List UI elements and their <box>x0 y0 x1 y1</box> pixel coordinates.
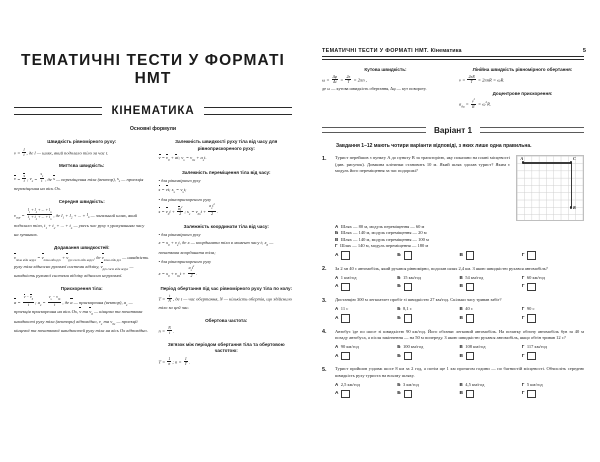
question-body <box>335 297 584 322</box>
checkbox-letter: Г <box>521 284 525 290</box>
formula-equation: v = $\frac{s}{t}$ ; $v_x$ = $\frac{s_x}{t}$ , де s — переміщення тіла (вектор), $s_x$ — проекція переміщення на вісь Ox. <box>14 171 144 191</box>
trajectory-grid-figure <box>516 155 584 221</box>
formula-equation: T = $\frac{t}{N}$ , де t — час обертання, N — кількість обертів, що здійснило тіло за цей час. <box>158 294 292 310</box>
path-segment-vertical <box>571 162 572 207</box>
option-letter: В <box>335 236 339 242</box>
right-formula-column-1 <box>322 65 449 112</box>
formula-title: Доцентрове прискорення: <box>492 90 553 96</box>
answer-checkbox-cell[interactable] <box>335 352 397 361</box>
point-a-label: A <box>520 155 524 161</box>
variant-rule-right <box>480 127 584 133</box>
option-text: 2,5 км/год <box>340 381 360 387</box>
running-header-sub: Кінематика <box>430 48 462 54</box>
checkbox-letter: В <box>459 284 463 290</box>
answer-option[interactable] <box>397 344 459 349</box>
question-item <box>322 266 584 291</box>
formula-title: Лінійна швидкість рівномірного обертання: <box>472 66 573 72</box>
formula-column-1 <box>14 137 150 368</box>
formula-title: Залежність координати тіла від часу: <box>183 223 269 229</box>
checkbox-letter: А <box>335 315 339 321</box>
answer-checkbox-cell[interactable] <box>397 390 459 399</box>
answer-options <box>335 224 584 249</box>
formula-equation: $v_{тіла відн нерух} = v_{тіла відн рух} + v_{рух сист відн нерух}$, де $v_{тіла відн рух}$ — швидкість руху тіла відносно рухомої системи відліку, $v_{рух сист відн нерух}$ — швидкість рухомої системи відліку відносно нерухомої. <box>14 254 149 279</box>
formula-title: Додавання швидкостей: <box>54 244 110 250</box>
answer-checkbox-cell[interactable] <box>335 314 397 323</box>
formula-columns <box>0 137 306 368</box>
option-text: 100 км/год <box>402 343 424 349</box>
option-letter: Г <box>521 274 525 280</box>
formula-title: Миттєва швидкість: <box>59 163 105 168</box>
variant-rule-left <box>322 127 426 133</box>
option-text: 3 км/год <box>402 381 419 387</box>
question-number: 1. <box>322 155 327 162</box>
question-number: 3. <box>322 297 327 304</box>
option-letter: В <box>459 274 463 280</box>
right-formula-columns <box>306 65 600 112</box>
question-body <box>335 366 584 398</box>
option-letter: А <box>335 274 339 280</box>
question-text: За 2 хв 40 с автомобіль, який рухався рівномірно, подолав шлях 2,4 км. З якою швидкістю рухався автомобіль? <box>335 265 548 271</box>
answer-checkbox[interactable] <box>404 314 413 323</box>
option-letter: А <box>335 343 339 349</box>
point-c-marker <box>570 161 572 163</box>
answer-checkbox[interactable] <box>466 390 475 399</box>
option-letter: Б <box>397 306 401 312</box>
question-body <box>335 266 584 291</box>
answer-checkbox[interactable] <box>404 352 413 361</box>
answer-option[interactable] <box>335 224 584 229</box>
answer-checkbox-cell[interactable] <box>335 251 397 260</box>
answer-checkbox-cell[interactable] <box>522 352 584 361</box>
bullet-label: для рівноприскореного руху <box>161 196 212 202</box>
header-rule <box>322 56 584 60</box>
point-b-label: B <box>573 205 576 211</box>
checkbox-letter: А <box>335 253 339 259</box>
formula-bullet: • для рівномірного руху <box>158 232 201 238</box>
variant-banner <box>322 126 584 135</box>
formula-equation: T = $\frac{1}{n}$ ; n = $\frac{1}{T}$ . <box>158 356 191 366</box>
answer-option[interactable] <box>335 230 584 235</box>
answer-checkbox-row <box>335 283 584 292</box>
option-text: 5 км/год <box>526 381 543 387</box>
question-item <box>322 297 584 322</box>
option-text: Шлях — 140 м, модуль переміщення — 180 м <box>340 243 429 249</box>
answer-checkbox-cell[interactable] <box>460 251 522 260</box>
option-letter: Б <box>335 230 339 236</box>
answer-checkbox[interactable] <box>341 352 350 361</box>
checkbox-letter: Б <box>397 253 401 259</box>
answer-checkbox[interactable] <box>466 352 475 361</box>
running-header-main: ТЕМАТИЧНІ ТЕСТИ У ФОРМАТІ НМТ. <box>322 48 429 54</box>
answer-options <box>335 344 584 349</box>
formula-note: де ω — кутова швидкість обертання, Δφ — кут повороту. <box>322 86 427 92</box>
formula-title: Середня швидкість: <box>58 198 105 204</box>
option-text: Шлях — 140 м, модуль переміщення — 100 м <box>340 236 429 242</box>
answer-checkbox-row <box>335 251 584 260</box>
checkbox-letter: Г <box>521 353 525 359</box>
point-c-label: C <box>573 155 576 161</box>
option-letter: Г <box>335 243 338 249</box>
answer-checkbox[interactable] <box>527 314 536 323</box>
formula-equation: a = $\frac{v - v_0}{t}$ ; $a_x$ = $\frac{v_x - v_{0x}}{t}$ , де a — прискорення (вектор), $a_x$ — проекція прискорення на вісь Ox, v та $v_0$ — кінцева та початкова швидкості руху тіла (вектори) відповідно, $v_x$ та $v_{0x}$ — проекції кінцевої та початкової швидкостей руху тіла на вісь Ox відповідно. <box>14 295 148 333</box>
question-text: Турист перейшов з пункту A до пункту B за траєкторією, яку показано на плані місцевості (див. рисунок). Довжина клітинки становить 10 м. Який шлях здолав турист? Яким є модуль його переміщення за час подорожі? <box>335 155 510 174</box>
answer-options <box>335 306 584 311</box>
answer-checkbox-cell[interactable] <box>522 314 584 323</box>
answer-option[interactable] <box>522 344 584 349</box>
formula-title: Прискорення тіла: <box>60 286 103 292</box>
answer-options <box>335 382 584 387</box>
answer-checkbox-cell[interactable] <box>397 251 459 260</box>
option-text: 54 км/год <box>465 274 484 280</box>
formula-equation: v = $\frac{2\pi R}{T}$ = 2πnR = ωR. <box>459 75 505 85</box>
answer-option[interactable] <box>335 382 397 387</box>
section-banner <box>0 105 306 117</box>
bullet-label: для рівноприскореного руху <box>161 258 212 264</box>
banner-rule-right <box>204 107 292 115</box>
checkbox-letter: А <box>335 284 339 290</box>
answer-checkbox-cell[interactable] <box>335 283 397 292</box>
answer-checkbox-cell[interactable] <box>335 390 397 399</box>
question-body <box>335 329 584 361</box>
checkbox-letter: Г <box>521 253 525 259</box>
checkbox-letter: Б <box>397 315 401 321</box>
option-text: 15 км/год <box>402 274 422 280</box>
answer-option[interactable] <box>522 275 584 280</box>
question-body <box>335 155 584 260</box>
formula-equation: $v_{сер}$ = $\frac{l_1 + l_2 + ... + l_n}{t_1 + t_2 + ... + t_n}$ , де $l_1 + l_2$ + ... + $l_n$ — загальний шлях, який подолало тіло, $t_1 + t_2$ + ... + $t_n$ — увесь час руху з урахуванням часу на зупинках. <box>14 207 145 237</box>
answer-option[interactable] <box>335 344 397 349</box>
option-letter: Б <box>397 381 401 387</box>
question-text: Турист пройшов уздовж шосе 8 км за 2 год, а потім ще 1 км протягом години — по багнистій місцевості. Обчисліть середню швидкість руху туриста на всьому шляху. <box>335 366 584 378</box>
answer-checkbox[interactable] <box>404 251 413 260</box>
option-text: 90 км/год <box>340 343 359 349</box>
checkbox-letter: В <box>459 391 463 397</box>
option-text: 8,1 с <box>402 306 412 312</box>
answer-checkbox-cell[interactable] <box>460 352 522 361</box>
option-text: 117 км/год <box>526 343 547 349</box>
option-text: 4,5 км/год <box>465 381 485 387</box>
formula-equation: $a_{дц}$ = $\frac{v^2}{R}$ = $\omega^2R$. <box>459 98 492 109</box>
formula-equation: ω = $\frac{\Delta\varphi}{\Delta t}$ = $\frac{2\pi}{T}$ = 2πn , <box>322 75 367 85</box>
checkbox-letter: Г <box>521 315 525 321</box>
answer-checkbox[interactable] <box>341 390 350 399</box>
answer-option[interactable] <box>397 275 459 280</box>
option-text: 60 км/год <box>526 274 545 280</box>
checkbox-letter: В <box>459 353 463 359</box>
banner-rule-left <box>14 107 102 115</box>
answer-option[interactable] <box>397 382 459 387</box>
option-text: Шлях — 140 м, модуль переміщення — 20 м <box>340 230 427 236</box>
formula-equation: $x = x_0 + v_xt$, де x — координата тіла в момент часу t; $x_0$ — початкова координата тіла; <box>158 240 274 255</box>
option-text: 90 с <box>526 306 535 312</box>
answer-checkbox-cell[interactable] <box>522 251 584 260</box>
answer-option[interactable] <box>460 344 522 349</box>
variant-label: Варіант 1 <box>433 125 473 135</box>
answer-option[interactable] <box>335 237 584 242</box>
option-letter: А <box>335 223 339 229</box>
answer-checkbox[interactable] <box>466 283 475 292</box>
formula-equation: n = $\frac{N}{t}$ . <box>158 326 174 336</box>
option-letter: Б <box>397 274 401 280</box>
formula-bullet: • для рівномірного руху <box>158 178 201 184</box>
question-number: 2. <box>322 266 327 273</box>
answer-checkbox[interactable] <box>341 251 350 260</box>
answer-option[interactable] <box>335 243 584 248</box>
answer-checkbox-row <box>335 314 584 323</box>
formula-title: Швидкість рівномірного руху: <box>47 139 117 144</box>
formula-equation: s = vt; $s_x = v_xt$; <box>158 186 187 194</box>
option-letter: В <box>459 381 463 387</box>
answer-option[interactable] <box>460 275 522 280</box>
answer-checkbox[interactable] <box>527 283 536 292</box>
question-item <box>322 329 584 361</box>
formula-equation: $s = v_0t$ + $\frac{at^2}{2}$ ; $s_x = v_{0x}t$ + $\frac{a_xt^2}{2}$ . <box>158 203 218 217</box>
running-header-title <box>322 48 462 54</box>
answer-option[interactable] <box>522 382 584 387</box>
running-header <box>306 48 600 54</box>
option-letter: Г <box>521 381 525 387</box>
option-text: 1 км/год <box>340 274 357 280</box>
checkbox-letter: В <box>459 253 463 259</box>
answer-checkbox-row <box>335 352 584 361</box>
answer-checkbox-cell[interactable] <box>460 390 522 399</box>
section-label: КІНЕМАТИКА <box>111 105 195 117</box>
option-letter: А <box>335 306 339 312</box>
right-page <box>306 0 600 462</box>
option-letter: Б <box>397 343 401 349</box>
answer-option[interactable] <box>460 382 522 387</box>
question-number: 5. <box>322 366 327 373</box>
formula-title: Залежність швидкості руху тіла від часу для рівноприскореного руху: <box>175 139 278 151</box>
formula-title: Період обертання під час рівномірного руху тіла по колу: <box>160 285 293 291</box>
formula-title: Обертова частота: <box>205 317 248 323</box>
option-text: Шлях — 80 м, модуль переміщення — 60 м <box>340 223 425 229</box>
question-text: Дистанцію 300 м легкоатлет пробіг зі швидкістю 27 км/год. Скільки часу тривав забіг? <box>335 297 502 303</box>
answer-checkbox[interactable] <box>341 314 350 323</box>
answer-options <box>335 275 584 280</box>
answer-checkbox[interactable] <box>527 352 536 361</box>
answer-option[interactable] <box>335 306 397 311</box>
checkbox-letter: А <box>335 391 339 397</box>
answer-checkbox-cell[interactable] <box>460 283 522 292</box>
question-number: 4. <box>322 329 327 336</box>
formula-column-2 <box>159 137 295 368</box>
formula-title: Залежність переміщення тіла від часу: <box>181 169 271 175</box>
answer-option[interactable] <box>397 306 459 311</box>
answer-checkbox[interactable] <box>404 283 413 292</box>
option-letter: А <box>335 381 339 387</box>
formula-title: Кутова швидкість: <box>364 66 407 72</box>
formula-title: Зв'язок між періодом обертання тіла та обертовою частотою: <box>167 341 285 354</box>
answer-checkbox-cell[interactable] <box>460 314 522 323</box>
instructions: Завдання 1–12 мають чотири варіанти відповіді, з яких лише одна правильна. <box>336 142 532 149</box>
checkbox-letter: Г <box>521 391 525 397</box>
answer-checkbox-cell[interactable] <box>397 352 459 361</box>
answer-checkbox-row <box>335 390 584 399</box>
answer-checkbox[interactable] <box>341 283 350 292</box>
answer-option[interactable] <box>522 306 584 311</box>
answer-checkbox-cell[interactable] <box>397 314 459 323</box>
question-text: Автобус їде по шосе зі швидкістю 90 км/год. Його обганяє легковий автомобіль. На початку обгону автомобіль був за 40 м позаду автобуса, а після закінчення — на 50 м попереду. З якою швидкістю рухався автомобіль, якщо обгін тривав 12 с? <box>335 328 584 340</box>
answer-checkbox[interactable] <box>527 251 536 260</box>
formula-equation: $x = x_0 + v_{0x}t$ + $\frac{a_xt^2}{2}$ . <box>158 265 198 279</box>
checkbox-letter: А <box>335 353 339 359</box>
option-letter: Г <box>521 306 525 312</box>
checkbox-letter: Б <box>397 284 401 290</box>
formula-bullet: • для рівноприскореного руху <box>158 258 212 264</box>
option-letter: Г <box>521 343 525 349</box>
option-letter: В <box>459 306 463 312</box>
answer-checkbox[interactable] <box>466 314 475 323</box>
formula-equation: $v = v_0$ + at; $v_x = v_{0x} + a_xt$. <box>158 155 207 163</box>
page-number: 5 <box>582 48 586 54</box>
bullet-label: для рівномірного руху <box>161 232 201 238</box>
formula-bullet: • для рівноприскореного руху <box>158 196 212 202</box>
answer-checkbox[interactable] <box>466 251 475 260</box>
question-item <box>322 155 584 260</box>
answer-checkbox-cell[interactable] <box>522 390 584 399</box>
option-text: 40 с <box>465 306 473 312</box>
answer-checkbox[interactable] <box>404 390 413 399</box>
formula-equation: v = $\frac{l}{t}$ , де l — шлях, який подолало тіло за час t. <box>14 147 109 157</box>
page-title: ТЕМАТИЧНІ ТЕСТИ У ФОРМАТІ НМТ <box>21 52 285 87</box>
option-letter: В <box>459 343 463 349</box>
answer-option[interactable] <box>335 275 397 280</box>
formulas-subhead: Основні формули <box>129 126 177 132</box>
bullet-label: для рівномірного руху <box>161 178 201 184</box>
answer-checkbox-cell[interactable] <box>397 283 459 292</box>
right-formula-column-2 <box>459 65 586 112</box>
option-text: 11 с <box>340 306 349 312</box>
checkbox-letter: Б <box>397 391 401 397</box>
question-item <box>322 366 584 398</box>
option-text: 108 км/год <box>465 343 486 349</box>
path-segment-horizontal <box>523 162 572 163</box>
answer-option[interactable] <box>460 306 522 311</box>
figure-wrapper <box>516 155 584 221</box>
answer-checkbox[interactable] <box>527 390 536 399</box>
checkbox-letter: В <box>459 315 463 321</box>
checkbox-letter: Б <box>397 353 401 359</box>
answer-checkbox-cell[interactable] <box>522 283 584 292</box>
question-with-figure <box>335 155 584 221</box>
